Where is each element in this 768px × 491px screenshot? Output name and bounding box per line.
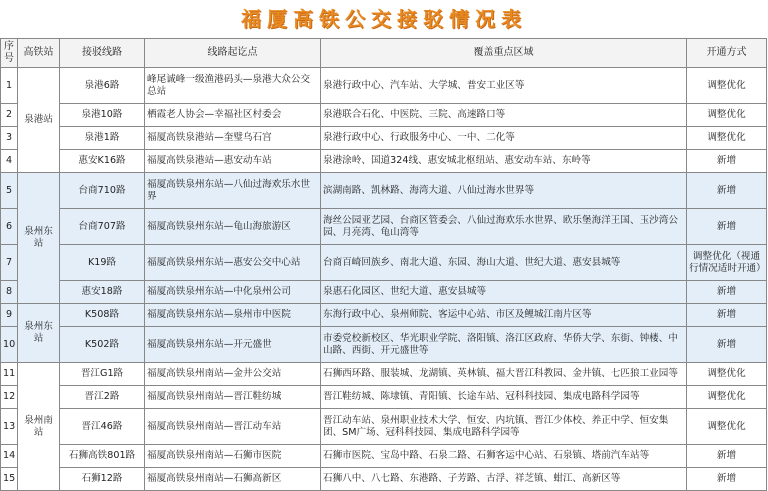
row-no: 14 (1, 445, 18, 468)
row-no: 11 (1, 363, 18, 386)
row-coverage: 滨湖南路、凯林路、海湾大道、八仙过海水世界等 (321, 173, 687, 209)
header-no: 序号 (1, 39, 18, 68)
row-no: 3 (1, 127, 18, 150)
header-coverage: 覆盖重点区域 (321, 39, 687, 68)
row-line: K502路 (60, 327, 145, 363)
table-row (1, 173, 767, 209)
table-row (1, 209, 767, 245)
table-row (1, 68, 767, 104)
row-route: 福厦高铁泉州东站—八仙过海欢乐水世界 (145, 173, 321, 209)
row-coverage: 市委党校新校区、华光职业学院、洛阳镇、洛江区政府、华侨大学、东街、钟楼、中山路、西街、开元盛世等 (321, 327, 687, 363)
row-mode: 新增 (687, 209, 767, 245)
bus-connection-table (0, 38, 767, 491)
row-route: 福厦高铁泉州东站—中化泉州公司 (145, 281, 321, 304)
row-no: 6 (1, 209, 18, 245)
table-row (1, 281, 767, 304)
row-coverage: 泉惠石化园区、世纪大道、惠安县城等 (321, 281, 687, 304)
row-mode: 调整优化 (687, 127, 767, 150)
header-route: 线路起讫点 (145, 39, 321, 68)
row-line: 石狮高铁801路 (60, 445, 145, 468)
table-row (1, 327, 767, 363)
row-mode: 新增 (687, 468, 767, 491)
row-route: 福厦高铁泉州东站—泉州市中医院 (145, 304, 321, 327)
row-line: 泉港10路 (60, 104, 145, 127)
row-mode: 新增 (687, 445, 767, 468)
row-route: 峰尾诚峰一级渔港码头—泉港大众公交总站 (145, 68, 321, 104)
table-header-row (1, 39, 767, 68)
table-row (1, 363, 767, 386)
row-line: 台商707路 (60, 209, 145, 245)
station-cell: 泉州东站 (18, 304, 60, 363)
row-coverage: 石狮八中、八七路、东港路、子芳路、古浮、祥芝镇、蚶江、高新区等 (321, 468, 687, 491)
station-cell: 泉州南站 (18, 363, 60, 491)
row-coverage: 泉港联合石化、中医院、三院、高速路口等 (321, 104, 687, 127)
row-route: 福厦高铁泉港站—奎璧乌石宫 (145, 127, 321, 150)
row-route: 福厦高铁泉州南站—金井公交站 (145, 363, 321, 386)
row-coverage: 海丝公园亚艺园、台商区管委会、八仙过海欢乐水世界、欧乐堡海洋王国、玉沙湾公园、月亮湾、龟山湾等 (321, 209, 687, 245)
table-row (1, 445, 767, 468)
row-route: 福厦高铁泉州南站—晋江鞋纺城 (145, 386, 321, 409)
row-line: 石狮12路 (60, 468, 145, 491)
row-coverage: 泉港涂岭、国道324线、惠安城北枢纽站、惠安动车站、东岭等 (321, 150, 687, 173)
row-route: 福厦高铁泉州东站—龟山海旅游区 (145, 209, 321, 245)
row-line: 晋江2路 (60, 386, 145, 409)
row-line: 惠安K16路 (60, 150, 145, 173)
row-mode: 调整优化 (687, 363, 767, 386)
row-mode: 调整优化 (687, 68, 767, 104)
row-mode: 调整优化（视通行情况适时开通） (687, 245, 767, 281)
row-no: 1 (1, 68, 18, 104)
row-coverage: 东海行政中心、泉州师院、客运中心站、市区及鲤城江南片区等 (321, 304, 687, 327)
page-title: 福厦高铁公交接驳情况表 (241, 7, 527, 31)
row-mode: 调整优化 (687, 104, 767, 127)
row-coverage: 泉港行政中心、行政服务中心、一中、二化等 (321, 127, 687, 150)
row-no: 15 (1, 468, 18, 491)
row-coverage: 石狮市医院、宝岛中路、石泉二路、石狮客运中心站、石泉镇、塔前汽车站等 (321, 445, 687, 468)
row-coverage: 泉港行政中心、汽车站、大学城、普安工业区等 (321, 68, 687, 104)
row-mode: 新增 (687, 304, 767, 327)
table-row (1, 127, 767, 150)
row-line: 台商710路 (60, 173, 145, 209)
table-row (1, 104, 767, 127)
row-no: 4 (1, 150, 18, 173)
row-no: 13 (1, 409, 18, 445)
row-line: 泉港6路 (60, 68, 145, 104)
row-route: 栖霞老人协会—幸福社区村委会 (145, 104, 321, 127)
row-mode: 新增 (687, 281, 767, 304)
header-line: 接驳线路 (60, 39, 145, 68)
row-no: 12 (1, 386, 18, 409)
row-coverage: 石狮西环路、服装城、龙湖镇、英林镇、福大晋江科教园、金井镇、七匹狼工业园等 (321, 363, 687, 386)
row-no: 2 (1, 104, 18, 127)
row-line: 惠安18路 (60, 281, 145, 304)
row-line: K508路 (60, 304, 145, 327)
row-route: 福厦高铁泉州南站—石狮高新区 (145, 468, 321, 491)
row-route: 福厦高铁泉州东站—开元盛世 (145, 327, 321, 363)
row-route: 福厦高铁泉州南站—晋江动车站 (145, 409, 321, 445)
header-mode: 开通方式 (687, 39, 767, 68)
header-station: 高铁站 (18, 39, 60, 68)
row-mode: 调整优化 (687, 386, 767, 409)
row-route: 福厦高铁泉州东站—惠安公交中心站 (145, 245, 321, 281)
row-no: 10 (1, 327, 18, 363)
row-no: 7 (1, 245, 18, 281)
row-line: 晋江46路 (60, 409, 145, 445)
row-no: 9 (1, 304, 18, 327)
row-route: 福厦高铁泉港站—惠安动车站 (145, 150, 321, 173)
row-mode: 新增 (687, 327, 767, 363)
table-row (1, 150, 767, 173)
row-line: 晋江G1路 (60, 363, 145, 386)
table-row (1, 409, 767, 445)
station-cell: 泉港站 (18, 68, 60, 173)
table-row (1, 468, 767, 491)
station-cell: 泉州东站 (18, 173, 60, 304)
table-row (1, 386, 767, 409)
row-line: K19路 (60, 245, 145, 281)
row-coverage: 台商百崎回族乡、南北大道、东园、海山大道、世纪大道、惠安县城等 (321, 245, 687, 281)
row-no: 8 (1, 281, 18, 304)
row-line: 泉港1路 (60, 127, 145, 150)
row-coverage: 晋江动车站、泉州职业技术大学、恒安、内坑镇、晋江少体校、养正中学、恒安集团、SM广场、冠科科技园、集成电路科学园等 (321, 409, 687, 445)
table-row (1, 245, 767, 281)
row-mode: 新增 (687, 173, 767, 209)
row-route: 福厦高铁泉州南站—石狮市医院 (145, 445, 321, 468)
row-mode: 新增 (687, 150, 767, 173)
table-row (1, 304, 767, 327)
row-mode: 调整优化 (687, 409, 767, 445)
row-coverage: 晋江鞋纺城、陈埭镇、青阳镇、长途车站、冠科科技园、集成电路科学园等 (321, 386, 687, 409)
row-no: 5 (1, 173, 18, 209)
